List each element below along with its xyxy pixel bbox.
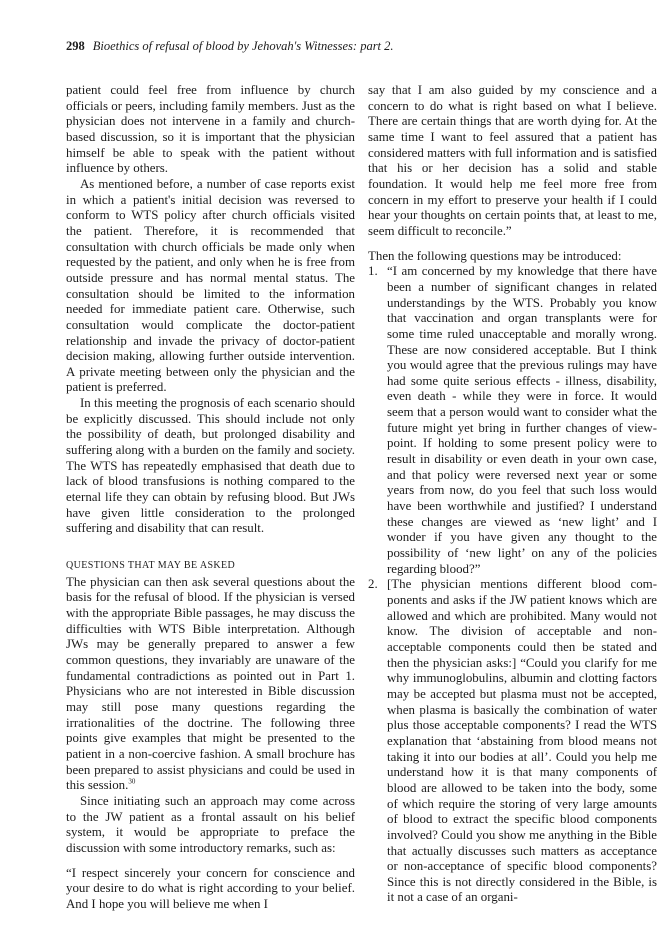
- right-column: [368, 83, 657, 906]
- page-number: 298: [66, 39, 85, 53]
- question-list: [368, 264, 657, 906]
- paragraph-text: The physician can then ask several questions about the basis for the refusal of blood. If the physician is versed with the appropriate Bible passages, he may discuss the difficulties with WTS Bible interpretation. Although JWs may be generally prepared to answer a few common questions, they invariably are unaware of the fundamental contradictions as pointed out in Part 1. Physicians who are not interested in Bible discussion may still pose many questions regarding the irrationalities of the doctrine. The following three points give examples that might be presented to the patient in a non-coercive fashion. A small brochure has been prepared to assist physicians and could be used in this session.: [66, 574, 355, 793]
- paragraph: [66, 575, 355, 794]
- paragraph: As mentioned before, a number of case reports exist in which a patient's initial decision was reversed to conform to WTS policy after church officials visited the patient. Therefore, it is recommended that consultation with church officials be made only when requested by the patient, and only when he is free from outside pressure and has normal mental status. The consultation should be limited to the information needed for immediate patient care. Otherwise, such consultation would complicate the doctor-patient relationship and invade the privacy of doctor-patient decision making, allowing further outside intervention. A private meeting between only the physician and the patient is preferred.: [66, 176, 355, 395]
- list-item-number: 2.: [368, 577, 378, 592]
- list-item: [368, 264, 657, 577]
- list-item: [368, 577, 657, 906]
- list-item-number: 1.: [368, 264, 378, 279]
- paragraph: Since initiating such an approach may come across to the JW patient as a frontal assault on his belief system, it would be appropriate to preface the discussion with some introductory remarks, such as:: [66, 793, 355, 855]
- reference-superscript: 30: [128, 777, 136, 786]
- list-item-text: “I am concerned by my knowledge that there have been a number of significant changes in related understandings by the WTS. Probably you know that vaccination and organ transplants were for some time ruled unacceptable and morally wrong. These are now considered acceptable. But I think you would agree that the previous rulings may have had some quite serious effects - illness, disability, even death - while they were in force. It would seem that a person would want to consider what the future might yet bring in further changes of viewpoint. If holding to some present policy were to result in disability or even death in your own case, and that policy were reversed next year or some years from now, do you feel that such loss would have been worthwhile and justified? I understand these changes are viewed as ‘new light’ and I wonder if you have given any thought to the possibility of ‘new light’ on any of the policies regarding blood?”: [387, 264, 657, 576]
- quoted-paragraph: “I respect sincerely your concern for conscience and your desire to do what is right according to your belief. And I hope you will believe me when I: [66, 865, 355, 911]
- paragraph: In this meeting the prognosis of each scenario should be explicitly discussed. This should include not only the possibility of death, but prolonged disability and suffering along with a burden on the family and society. The WTS has repeatedly emphasised that death due to lack of blood transfusions is nothing compared to the eternal life they can obtain by refusing blood. But JWs have given little consideration to the prolonged suffering and disability that can result.: [66, 396, 355, 536]
- running-title: Bioethics of refusal of blood by Jehovah's Witnesses: part 2.: [92, 39, 394, 53]
- left-column: [66, 83, 355, 912]
- paragraph: patient could feel free from influence by church officials or peers, including family members. Just as the physician does not intervene in a family and church-based discussion, so it is important that the physician himself be able to speak with the patient without influence by others.: [66, 83, 355, 176]
- list-item-text: [The physician mentions different blood components and asks if the JW patient knows which are allowed and which are prohibited. Many would not know. The division of acceptable and non-acceptable components could then be stated and then the physician asks:] “Could you clarify for me why immunoglobulins, albumin and clotting factors may be accepted but plasma must not be accepted, when plasma is basically the combination of water plus those acceptable components? I read the WTS explanation that ‘abstaining from blood means not taking it into our bodies at all’. Could you help me understand how it is that many components of blood are allowed to be taken into the body, some of which require the storing of very large amounts of blood to extract the specific blood components involved? Could you show me anything in the Bible that actually discusses such matters as acceptance or non-acceptance of specific blood components? Since this is not directly considered in the Bible, is it not a case of an organi-: [387, 577, 657, 905]
- paragraph: Then the following questions may be introduced:: [368, 248, 622, 263]
- section-heading: QUESTIONS THAT MAY BE ASKED: [66, 560, 236, 572]
- running-header: [66, 39, 626, 54]
- paragraph: say that I am also guided by my conscience and a concern to do what is right based on what I believe. There are certain things that are worth dying for. At the same time I want to feel assured that a patient has considered matters with full information and is satisfied that his or her decision has a solid and stable foundation. It would help me feel more free from concern in my effort to preserve your health if I could hear your thoughts on certain points that, at least to me, seem difficult to reconcile.”: [368, 83, 657, 238]
